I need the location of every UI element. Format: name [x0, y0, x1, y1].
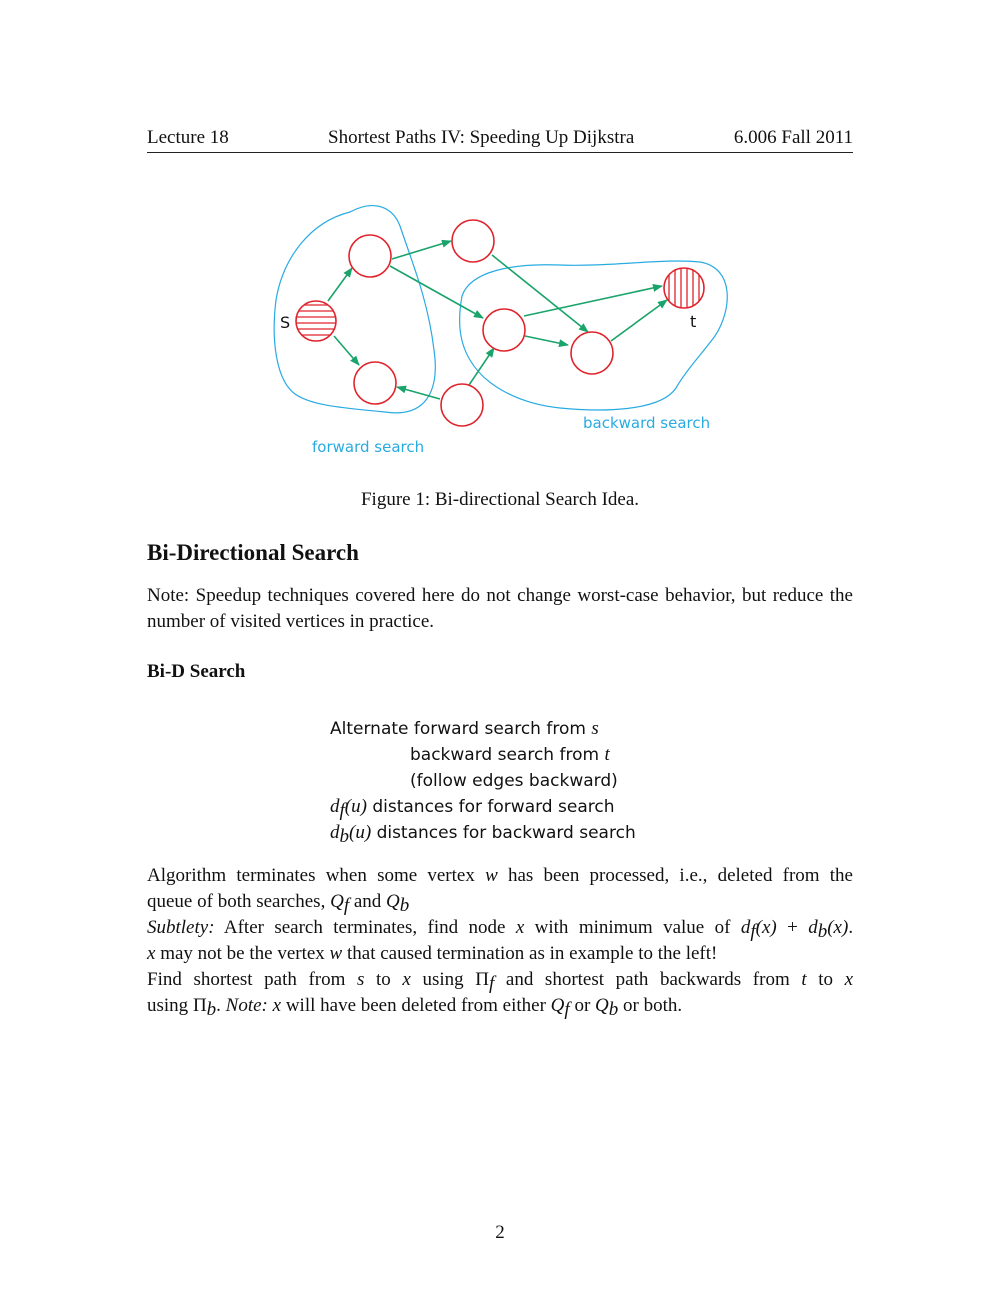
node-b: [452, 220, 494, 262]
edge-d-x: [469, 348, 494, 385]
edge-s-a: [328, 268, 352, 301]
body-line-1: Algorithm terminates when some vertex w has been processed, i.e., deleted from the: [147, 865, 853, 886]
algo-line-5: $d_b(u)$ distances for backward search: [330, 822, 636, 847]
target-node: [664, 266, 704, 310]
body-text: [147, 863, 853, 1019]
node-c: [354, 362, 396, 404]
algorithm-block: [330, 716, 636, 846]
body-line-5: Find shortest path from s to x using $\Pi_f$ and shortest path backwards from t to x: [147, 969, 854, 994]
edge-d-c: [397, 387, 440, 399]
header-title: Shortest Paths IV: Speeding Up Dijkstra: [328, 127, 635, 148]
edge-a-b: [392, 241, 451, 259]
page-number: 2: [495, 1222, 505, 1243]
figure-caption: Figure 1: Bi-directional Search Idea.: [360, 489, 640, 510]
node-a: [349, 235, 391, 277]
section-note: Note: Speedup techniques covered here do not change worst-case behavior, but reduce the number of visited vertices in practice.: [147, 585, 853, 632]
algo-line-4: $d_f(u)$ distances for forward search: [330, 796, 615, 821]
edge-x-t: [524, 286, 662, 316]
body-line-4: x may not be the vertex w that caused termination as in example to the left!: [147, 943, 718, 964]
body-line-2: queue of both searches, $Q_f$ and $Q_b$: [147, 891, 410, 916]
body-line-3: Subtlety: After search terminates, find node x with minimum value of $d_f(x) + d_b(x)$.: [147, 917, 854, 942]
header-course: 6.006 Fall 2011: [733, 127, 853, 148]
source-node: [294, 301, 338, 341]
target-label: t: [690, 312, 697, 331]
edge-s-c: [334, 336, 359, 365]
subsection-title: Bi-D Search: [147, 661, 246, 682]
source-label: S: [280, 313, 291, 332]
forward-search-label: forward search: [312, 438, 425, 456]
backward-search-label: backward search: [583, 414, 711, 432]
edge-y-t: [611, 300, 667, 341]
body-line-6: using $\Pi_b$. Note: x will have been deleted from either $Q_f$ or $Q_b$ or both.: [147, 995, 683, 1020]
bidirectional-search-figure: [0, 0, 1000, 470]
node-d: [441, 384, 483, 426]
edge-a-x: [390, 266, 483, 318]
header-lecture: Lecture 18: [147, 127, 229, 148]
algo-line-1: Alternate forward search from s: [330, 718, 599, 739]
section-title: Bi-Directional Search: [147, 540, 359, 565]
node-y: [571, 332, 613, 374]
algo-line-3: (follow edges backward): [410, 771, 618, 791]
algo-line-2: backward search from t: [410, 744, 610, 765]
node-x: [483, 309, 525, 351]
edge-x-y: [525, 336, 568, 345]
